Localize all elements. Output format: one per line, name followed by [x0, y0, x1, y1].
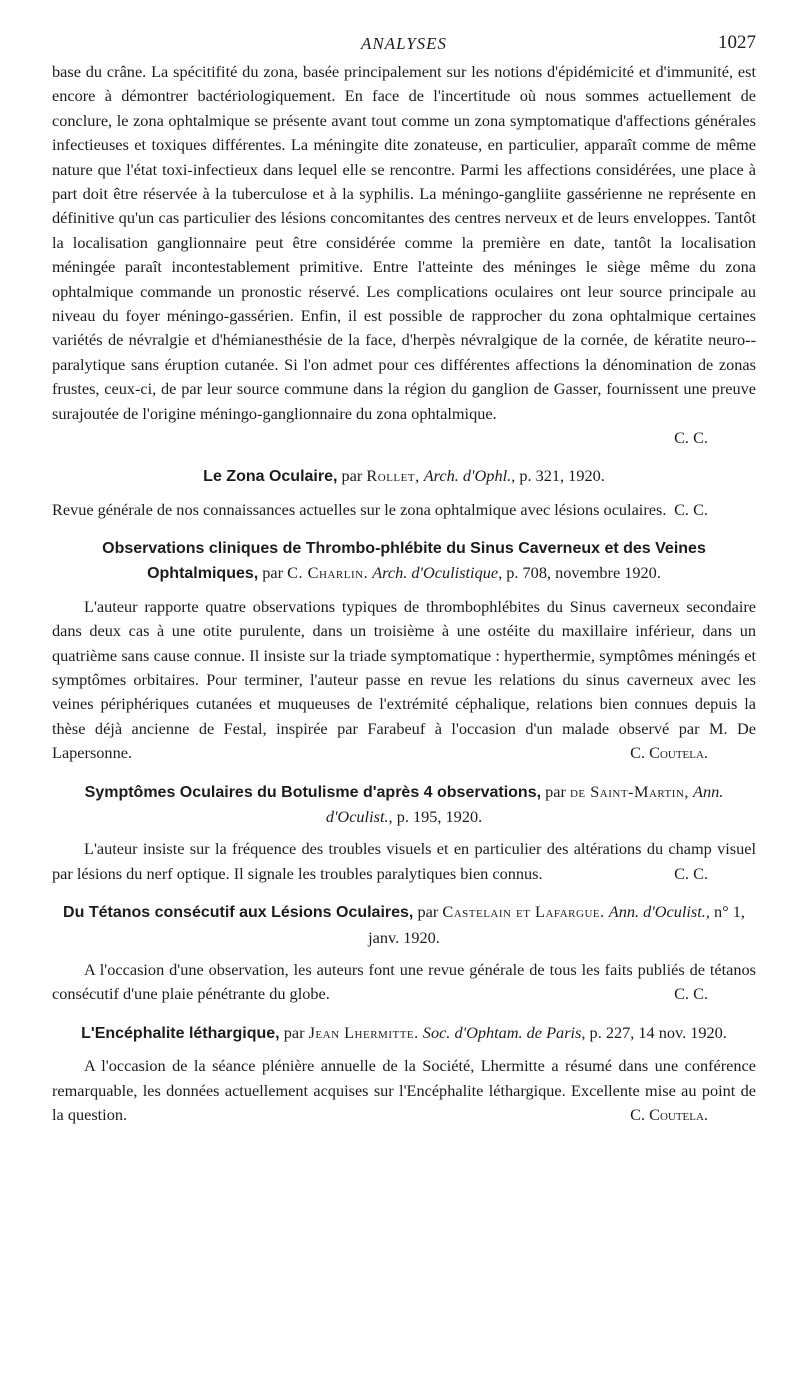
entry-by: par	[283, 1022, 305, 1042]
entry-journal: Ann. d'Oculist.,	[325, 781, 724, 826]
continuation-text: base du crâne. La spécitifité du zona, basée principalement sur les notions d'épidémicité et d'immunité, est encore à démontrer bactériologiquement. En face de l'incertitude où nous sommes actuellement de conclure, le zona ophtalmique se présente avant tout comme un zona symptomatique d'affections générales infectieuses et toxiques différentes. La méningite dite zonateuse, en particulier, apparaît comme de même nature que l'état toxi-infectieux dans lequel elle se rencontre. Parmi les affections considérées, une place à part doit être réservée à la tuberculose et à la syphilis. La méningo-gangliite gassérienne ne représente en définitive qu'un cas particulier des lésions concomitantes des centres nerveux et de leurs enveloppes. Tantôt la localisation ganglionnaire peut être considérée comme la première en date, tantôt la localisation méningée paraît incontestablement primitive. Entre l'atteinte des méninges le siège même du zona ophtalmique commande un pronostic réservé. Les complications oculaires ont leur source principale au niveau du foyer méningo-gassérien. Enfin, il est possible de rapprocher du zona ophtalmique certaines variétés de névralgie et d'hémianesthésie de la face, d'herpès névralgique de la cornée, de kératite neuro--paralytique sans éruption cutanée. Si l'on admet pour ces différentes affections la dénomination de zonas frustes, ceux-ci, de par leur source commune dans la région du ganglion de Gasser, fournissent une preuve surajoutée de l'origine méningo-ganglionnaire du zona ophtalmique.	[52, 62, 756, 423]
signature: C. Coutela.	[630, 743, 708, 763]
entry-journal: Ann. d'Oculist.,	[608, 902, 710, 922]
entry-heading	[52, 780, 756, 830]
page-number: 1027	[718, 32, 756, 53]
entry-body-text: L'auteur insiste sur la fréquence des troubles visuels et en particulier des altérations du champ visuel par lésions du nerf optique. Il signale les troubles paralytiques bien connus.	[52, 839, 756, 883]
entry-title: Du Tétanos consécutif aux Lésions Oculaires,	[63, 904, 414, 922]
entry-body	[52, 958, 756, 1007]
entry-body-text: Revue générale de nos connaissances actuelles sur le zona ophtalmique avec lésions oculaires.	[52, 499, 667, 519]
entry-author: de Saint-Martin,	[569, 781, 689, 801]
page	[52, 30, 756, 1127]
entry-heading	[52, 464, 756, 489]
entry-heading	[52, 536, 756, 587]
entry-ref: p. 708, novembre 1920.	[506, 563, 661, 583]
entry-author: Rollet,	[366, 466, 420, 486]
running-head	[52, 30, 756, 60]
entry-body	[52, 595, 756, 766]
entry-body	[52, 498, 756, 522]
signature: C. C.	[674, 428, 708, 448]
entry-by: par	[417, 902, 439, 922]
signature: C. C.	[674, 499, 708, 519]
signature: C. C.	[674, 863, 708, 883]
entry-by: par	[545, 781, 566, 801]
running-head-title: ANALYSES	[360, 34, 448, 53]
entry-title: Le Zona Oculaire,	[203, 468, 338, 486]
entry-author: C. Charlin.	[287, 563, 369, 583]
entry-author: Jean Lhermitte.	[308, 1022, 419, 1042]
entry-body	[52, 837, 756, 886]
entry-ref: p. 321, 1920.	[519, 466, 605, 486]
entry-body-text: A l'occasion d'une observation, les auteurs font une revue générale de tous les faits publiés de tétanos consécutif d'une plaie pénétrante du globe.	[52, 960, 756, 1004]
entry-ref: n° 1, janv. 1920.	[368, 902, 745, 947]
entry-title: Symptômes Oculaires du Botulisme d'après 4 observations,	[84, 783, 542, 801]
entry-heading	[52, 1021, 756, 1046]
entry-body-text: L'auteur rapporte quatre observations typiques de thrombophlébites du Sinus caverneux secondaire dans deux cas à une otite purulente, dans un troisième à une ostéite du maxillaire inférieur, dans un quatrième sans cause connue. Il insiste sur la triade symptomatique : hyperthermie, symptômes méningés et symptômes orbitaires. Pour terminer, l'auteur passe en revue les relations du sinus caverneux avec les veines périphériques cutanées et muqueuses de l'extrémité céphalique, relations bien connues depuis la thèse déjà ancienne de Festal, inspirée par Farabeuf à l'occasion d'un malade observé par M. De Lapersonne.	[52, 596, 756, 763]
entry-title: L'Encéphalite léthargique,	[81, 1024, 280, 1042]
entry-by: par	[262, 563, 284, 583]
signature: C. C.	[674, 984, 708, 1004]
entry-title: Observations cliniques de Thrombo-phlébite du Sinus Caverneux et des Veines Ophtalmiques,	[102, 539, 706, 583]
entry-journal: Soc. d'Ophtam. de Paris,	[422, 1022, 586, 1042]
entry-by: par	[341, 466, 363, 486]
entry-ref: p. 195, 1920.	[396, 806, 483, 826]
entry-heading	[52, 900, 756, 950]
entry-body-text: A l'occasion de la séance plénière annuelle de la Société, Lhermitte a résumé dans une conférence remarquable, les données actuellement acquises sur l'Encéphalite léthargique. Excellente mise au point de la question.	[52, 1056, 756, 1125]
signature: C. Coutela.	[630, 1105, 708, 1125]
entry-body	[52, 1054, 756, 1127]
entry-journal: Arch. d'Ophl.,	[423, 466, 516, 486]
entry-ref: p. 227, 14 nov. 1920.	[589, 1022, 727, 1042]
entry-journal: Arch. d'Oculistique,	[372, 563, 503, 583]
entry-author: Castelain et Lafargue.	[442, 902, 605, 922]
